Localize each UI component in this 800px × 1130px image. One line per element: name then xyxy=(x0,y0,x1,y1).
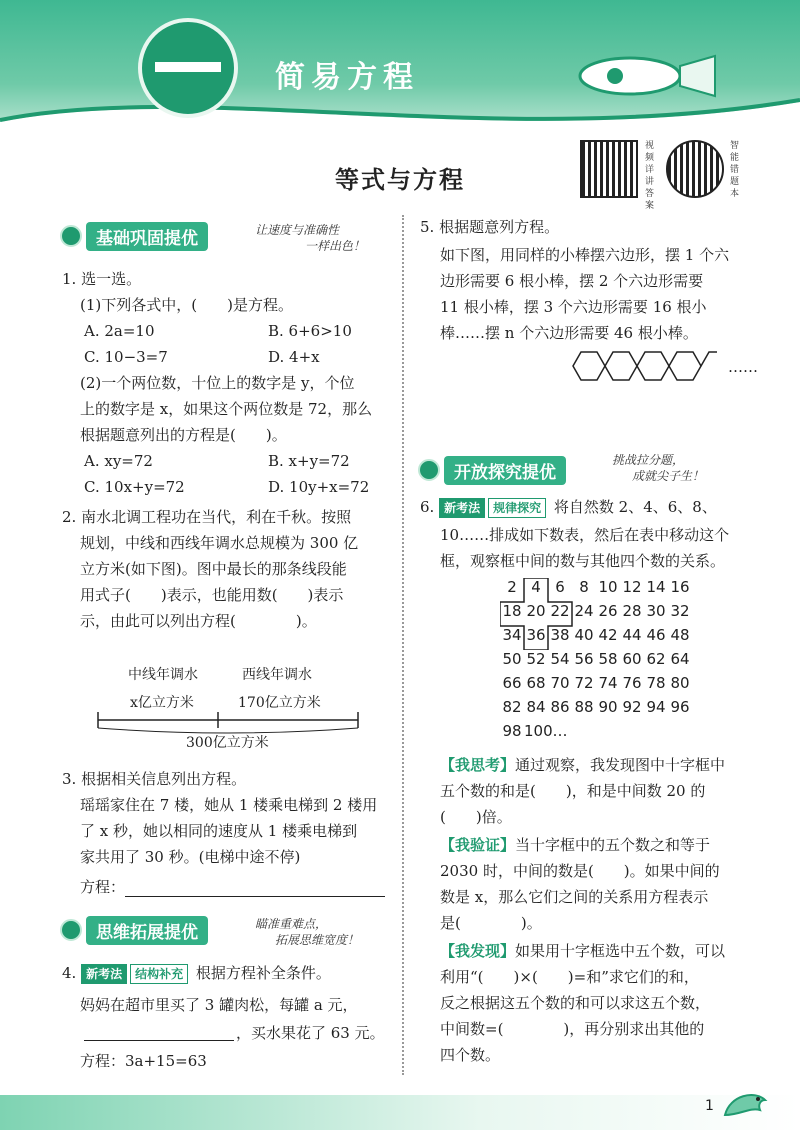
diagram-val-left: x亿立方米 xyxy=(130,695,194,711)
number-cell: 92 xyxy=(622,698,642,716)
q6-line3: 框，观察框中间的数与其他四个数的关系。 xyxy=(440,552,726,570)
dolphin-icon xyxy=(720,1085,770,1125)
page-footer xyxy=(0,1095,800,1130)
q6-line2: 10……排成如下数表，然后在表中移动这个 xyxy=(440,526,730,544)
number-cell: 72 xyxy=(574,674,594,692)
q2-line4: 用式子( )表示，也能用数( )表示 xyxy=(80,586,344,604)
q6-discover-line4: 中间数=( )，再分别求出其他的 xyxy=(440,1020,705,1038)
number-cell: 68 xyxy=(526,674,546,692)
q3-answer-line[interactable] xyxy=(125,896,385,897)
number-cell: 88 xyxy=(574,698,594,716)
q6-title xyxy=(420,494,717,520)
q5-line2: 边形需要 6 根小棒，摆 2 个六边形需要 xyxy=(440,272,704,290)
q4-equation: 方程：3a+15=63 xyxy=(80,1052,207,1070)
q6-think-line3: ( )倍。 xyxy=(440,808,512,826)
note-line: 成就尖子生！ xyxy=(632,469,705,483)
number-cell: 16 xyxy=(670,578,690,596)
q5-line3: 11 根小棒，摆 3 个六边形需要 16 根小 xyxy=(440,298,707,316)
number-table-row xyxy=(500,650,692,674)
number-cell: 26 xyxy=(598,602,618,620)
target-icon xyxy=(60,225,82,247)
q3-line3: 家共用了 30 秒。(电梯中途不停) xyxy=(80,848,301,866)
q5-title: 5. 根据题意列方程。 xyxy=(420,218,560,236)
number-cell: 10 xyxy=(598,578,618,596)
number-cell: 78 xyxy=(646,674,666,692)
q6-think-line1 xyxy=(440,752,725,778)
section-open xyxy=(418,456,566,484)
number-cell: 14 xyxy=(646,578,666,596)
number-cell: 86 xyxy=(550,698,570,716)
number-cell: 24 xyxy=(574,602,594,620)
q1-opt2-a[interactable]: A. xy=72 xyxy=(84,452,153,470)
number-cell: 66 xyxy=(502,674,522,692)
number-cell: 84 xyxy=(526,698,546,716)
number-cell: 46 xyxy=(646,626,666,644)
q6-verify-line2: 2030 时，中间的数是( )。如果中间的 xyxy=(440,862,720,880)
number-cell: 20 xyxy=(526,602,546,620)
section-thinking-note xyxy=(255,916,359,948)
satellite-icon xyxy=(418,459,440,481)
number-cell: 12 xyxy=(622,578,642,596)
q6-verify-line4: 是( )。 xyxy=(440,914,542,932)
number-cell: 40 xyxy=(574,626,594,644)
q4-line1: 妈妈在超市里买了 3 罐肉松，每罐 a 元， xyxy=(80,996,358,1014)
q1-opt-d[interactable]: D. 4+x xyxy=(268,348,320,366)
number-cell: … xyxy=(552,722,568,740)
section-thinking-label: 思维拓展提优 xyxy=(86,916,208,945)
qr-label-mistakes: 智能错题本 xyxy=(730,141,740,199)
number-cell: 54 xyxy=(550,650,570,668)
section-basic xyxy=(60,222,208,250)
tag-pattern: 规律探究 xyxy=(488,498,546,518)
number-cell: 36 xyxy=(526,626,546,644)
q1-part2-line2: 上的数字是 x，如果这个两位数是 72，那么 xyxy=(80,400,373,418)
qr-code-mistakes[interactable] xyxy=(666,140,724,198)
q3-line2: 了 x 秒，她以相同的速度从 1 楼乘电梯到 xyxy=(80,822,358,840)
section-thinking xyxy=(60,916,208,944)
q6-discover-line5: 四个数。 xyxy=(440,1046,501,1064)
note-line: 一样出色！ xyxy=(305,239,366,253)
diagram-label-right: 西线年调水 xyxy=(242,667,312,683)
q6-line1: 将自然数 2、4、6、8、 xyxy=(553,498,717,516)
qr-label-video: 视频详讲答案 xyxy=(645,141,655,211)
number-cell: 58 xyxy=(598,650,618,668)
section-basic-label: 基础巩固提优 xyxy=(86,222,208,251)
number-cell: 82 xyxy=(502,698,522,716)
q1-opt2-c[interactable]: C. 10x+y=72 xyxy=(84,478,185,496)
page-number: 1 xyxy=(705,1098,714,1114)
q1-opt-b[interactable]: B. 6+6>10 xyxy=(268,322,352,340)
q1-opt2-d[interactable]: D. 10y+x=72 xyxy=(268,478,370,496)
number-cell: 98 xyxy=(502,722,522,740)
q4-title xyxy=(62,960,331,986)
q1-part2-line1: (2)一个两位数，十位上的数字是 y，个位 xyxy=(80,374,355,392)
q1-part1: (1)下列各式中，( )是方程。 xyxy=(80,296,293,314)
q6-discover-line1 xyxy=(440,938,725,964)
number-cell: 48 xyxy=(670,626,690,644)
number-cell: 18 xyxy=(502,602,522,620)
number-cell: 42 xyxy=(598,626,618,644)
q6-discover-text: 如果用十字框选中五个数，可以 xyxy=(515,942,726,960)
q6-verify-line1 xyxy=(440,832,710,858)
number-cell: 56 xyxy=(574,650,594,668)
q4-number: 4. xyxy=(62,964,77,982)
q2-line1: 2. 南水北调工程功在当代，利在千秋。按照 xyxy=(62,508,352,526)
hexagon-chain xyxy=(565,348,725,384)
number-cell: 74 xyxy=(598,674,618,692)
cross-frame[interactable] xyxy=(500,578,596,650)
q1-part2-line3: 根据题意列出的方程是( )。 xyxy=(80,426,287,444)
q1-opt-a[interactable]: A. 2a=10 xyxy=(84,322,155,340)
section-basic-note xyxy=(255,222,365,254)
number-cell: 80 xyxy=(670,674,690,692)
number-cell: 90 xyxy=(598,698,618,716)
note-line: 让速度与准确性 xyxy=(255,223,340,237)
section-open-note xyxy=(612,452,704,484)
number-cell: 50 xyxy=(502,650,522,668)
q4-line2: ，买水果花了 63 元。 xyxy=(236,1024,385,1042)
prompt-discover: 【我发现】 xyxy=(440,942,516,960)
number-cell: 6 xyxy=(555,578,565,596)
number-cell: 94 xyxy=(646,698,666,716)
prompt-verify: 【我验证】 xyxy=(440,836,516,854)
chapter-title: 简易方程 xyxy=(275,60,419,95)
number-cell: 70 xyxy=(550,674,570,692)
q3-equation-label: 方程： xyxy=(80,878,126,896)
q1-opt2-b[interactable]: B. x+y=72 xyxy=(268,452,350,470)
number-cell: 22 xyxy=(550,602,570,620)
prompt-think: 【我思考】 xyxy=(440,756,516,774)
number-cell: 8 xyxy=(579,578,589,596)
column-divider xyxy=(402,215,404,1075)
q6-discover-line2: 利用“( )×( )=和”求它们的和， xyxy=(440,968,699,986)
diagram-total: 300亿立方米 xyxy=(186,735,269,751)
number-cell: 62 xyxy=(646,650,666,668)
q6-verify-text: 当十字框中的五个数之和等于 xyxy=(515,836,711,854)
rocket-icon xyxy=(560,36,720,116)
note-line: 挑战拉分题， xyxy=(612,453,685,467)
number-cell: 38 xyxy=(550,626,570,644)
number-cell: 100 xyxy=(524,722,553,740)
diagram-label-left: 中线年调水 xyxy=(128,667,198,683)
section-open-label: 开放探究提优 xyxy=(444,456,566,485)
ufo-icon xyxy=(60,919,82,941)
number-cell: 96 xyxy=(670,698,690,716)
number-cell: 4 xyxy=(531,578,541,596)
lesson-title: 等式与方程 xyxy=(335,165,465,194)
hexagon-ellipsis: …… xyxy=(728,358,758,376)
note-line: 瞄准重难点， xyxy=(255,917,328,931)
unit-number xyxy=(155,62,221,72)
note-line: 拓展思维宽度！ xyxy=(275,933,360,947)
number-cell: 30 xyxy=(646,602,666,620)
number-table-row xyxy=(500,698,692,722)
q3-line1: 瑶瑶家住在 7 楼，她从 1 楼乘电梯到 2 楼用 xyxy=(80,796,378,814)
tag-new-method: 新考法 xyxy=(439,498,485,518)
q2-line3: 立方米(如下图)。图中最长的那条线段能 xyxy=(80,560,347,578)
number-cell: 64 xyxy=(670,650,690,668)
number-table-row xyxy=(500,722,692,746)
diagram-val-right: 170亿立方米 xyxy=(238,695,321,711)
q2-line2: 规划，中线和西线年调水总规模为 300 亿 xyxy=(80,534,359,552)
number-cell: 76 xyxy=(622,674,642,692)
number-cell: 52 xyxy=(526,650,546,668)
tag-new-method: 新考法 xyxy=(81,964,127,984)
q1-title: 1. 选一选。 xyxy=(62,270,142,288)
q3-title: 3. 根据相关信息列出方程。 xyxy=(62,770,247,788)
number-cell: 34 xyxy=(502,626,522,644)
q4-instruction: 根据方程补全条件。 xyxy=(195,964,331,982)
q6-think-text: 通过观察，我发现图中十字框中 xyxy=(515,756,726,774)
number-table-row xyxy=(500,674,692,698)
number-cell: 28 xyxy=(622,602,642,620)
q6-verify-line3: 数是 x，那么它们之间的关系用方程表示 xyxy=(440,888,709,906)
q4-answer-line[interactable] xyxy=(84,1040,234,1041)
qr-code-video[interactable] xyxy=(580,140,638,198)
tag-structure: 结构补充 xyxy=(130,964,188,984)
q6-think-line2: 五个数的和是( )，和是中间数 20 的 xyxy=(440,782,706,800)
q6-discover-line3: 反之根据这五个数的和可以求这五个数， xyxy=(440,994,711,1012)
q1-opt-c[interactable]: C. 10−3=7 xyxy=(84,348,168,366)
number-cell: 44 xyxy=(622,626,642,644)
number-cell: 60 xyxy=(622,650,642,668)
q6-number: 6. xyxy=(420,498,435,516)
number-cell: 32 xyxy=(670,602,690,620)
q5-line1: 如下图，用同样的小棒摆六边形，摆 1 个六 xyxy=(440,246,730,264)
q5-line4: 棒……摆 n 个六边形需要 46 根小棒。 xyxy=(440,324,698,342)
q2-line5: 示，由此可以列出方程( )。 xyxy=(80,612,317,630)
number-cell: 2 xyxy=(507,578,517,596)
